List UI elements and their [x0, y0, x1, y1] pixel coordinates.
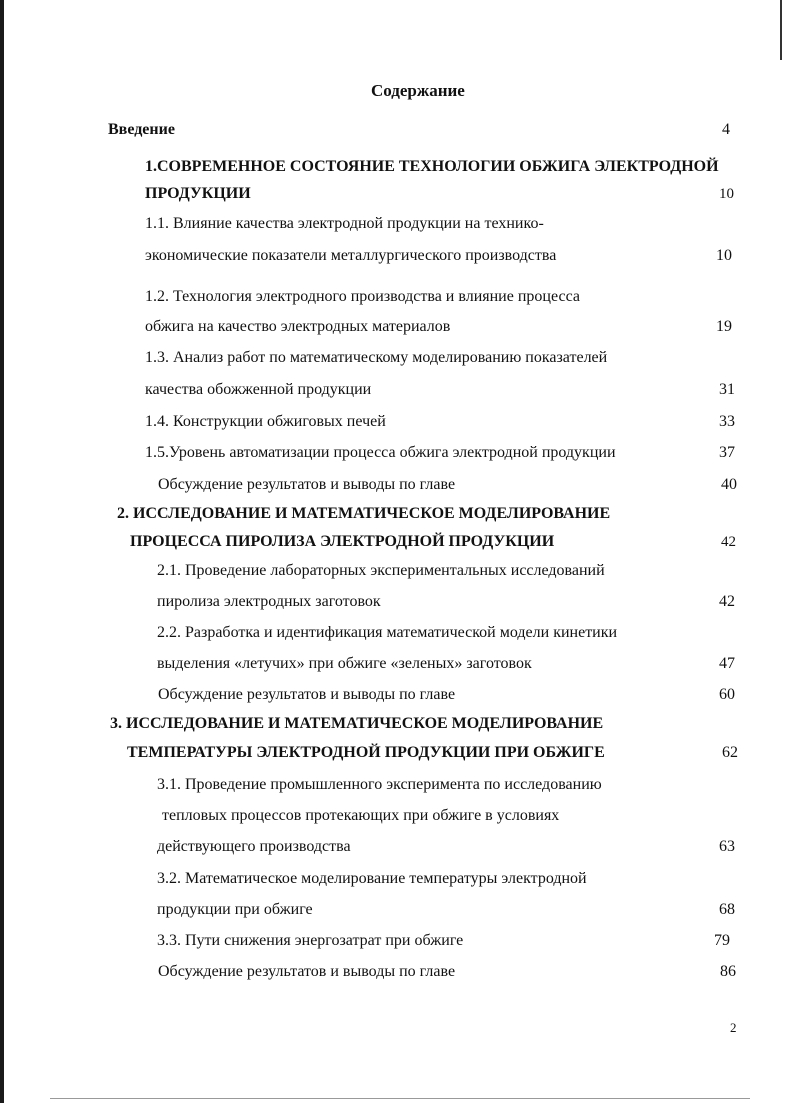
- scan-edge-right: [780, 0, 782, 60]
- toc-entry-text: действующего производства: [157, 838, 351, 855]
- toc-entry-page: 47: [719, 655, 735, 672]
- toc-entry-text: 1.5.Уровень автоматизации процесса обжига электродной продукции: [145, 444, 616, 461]
- toc-entry-text: Обсуждение результатов и выводы по главе: [158, 686, 456, 703]
- toc-entry-page: 10: [716, 247, 732, 264]
- toc-entry-text: Введение: [108, 121, 175, 138]
- toc-entry-text: тепловых процессов протекающих при обжиге в условиях: [162, 807, 560, 824]
- toc-entry-page: 33: [719, 413, 735, 430]
- toc-entry-text: 2.1. Проведение лабораторных экспериментальных исследований: [157, 562, 605, 579]
- toc-entry-text: Обсуждение результатов и выводы по главе: [158, 476, 456, 493]
- chapter-heading: 1.СОВРЕМЕННОЕ СОСТОЯНИЕ ТЕХНОЛОГИИ ОБЖИГА ЭЛЕКТРОДНОЙ: [145, 158, 719, 175]
- toc-entry-page: 42: [721, 534, 736, 550]
- toc-entry-text: экономические показатели металлургического производства: [145, 247, 557, 264]
- chapter-heading: ТЕМПЕРАТУРЫ ЭЛЕКТРОДНОЙ ПРОДУКЦИИ ПРИ ОБЖИГЕ: [127, 744, 605, 761]
- toc-entry-text: пиролиза электродных заготовок: [157, 593, 381, 610]
- toc-entry-page: 63: [719, 838, 735, 855]
- toc-entry-text: 2.2. Разработка и идентификация математической модели кинетики: [157, 624, 618, 641]
- scan-edge-bottom: [50, 1098, 750, 1099]
- toc-entry-text: обжига на качество электродных материалов: [145, 318, 451, 335]
- toc-entry-page: 4: [722, 121, 730, 138]
- toc-entry-page: 60: [719, 686, 735, 703]
- chapter-heading: ПРОЦЕССА ПИРОЛИЗА ЭЛЕКТРОДНОЙ ПРОДУКЦИИ: [130, 533, 555, 550]
- page-title: Содержание: [371, 81, 465, 100]
- toc-entry-text: 1.3. Анализ работ по математическому моделированию показателей: [145, 349, 608, 366]
- toc-entry-page: 42: [719, 593, 735, 610]
- chapter-heading: 2. ИССЛЕДОВАНИЕ И МАТЕМАТИЧЕСКОЕ МОДЕЛИРОВАНИЕ: [117, 505, 611, 522]
- toc-entry-page: 68: [719, 901, 735, 918]
- toc-entry-page: 40: [721, 476, 737, 493]
- toc-entry-text: 1.2. Технология электродного производства и влияние процесса: [145, 288, 580, 305]
- toc-entry-text: 1.1. Влияние качества электродной продукции на технико-: [145, 215, 544, 232]
- page-number: 2: [730, 1020, 737, 1035]
- toc-entry-text: 3.1. Проведение промышленного эксперимента по исследованию: [157, 776, 602, 793]
- toc-entry-text: 1.4. Конструкции обжиговых печей: [145, 413, 386, 430]
- toc-entry-page: 79: [714, 932, 730, 949]
- scan-edge-left: [0, 0, 4, 1103]
- toc-entry-page: 10: [719, 186, 734, 202]
- chapter-heading: ПРОДУКЦИИ: [145, 185, 251, 202]
- toc-entry-text: качества обожженной продукции: [145, 381, 372, 398]
- toc-entry-page: 19: [716, 318, 732, 335]
- toc-entry-page: 86: [720, 963, 736, 980]
- toc-entry-text: продукции при обжиге: [157, 901, 313, 918]
- toc-entry-text: выделения «летучих» при обжиге «зеленых» заготовок: [157, 655, 532, 672]
- toc-entry-text: 3.2. Математическое моделирование температуры электродной: [157, 870, 587, 887]
- toc-entry-page: 62: [722, 744, 738, 761]
- chapter-heading: 3. ИССЛЕДОВАНИЕ И МАТЕМАТИЧЕСКОЕ МОДЕЛИРОВАНИЕ: [110, 715, 604, 732]
- toc-entry-text: Обсуждение результатов и выводы по главе: [158, 963, 456, 980]
- toc-entry-page: 37: [719, 444, 735, 461]
- toc-entry-text: 3.3. Пути снижения энергозатрат при обжиге: [157, 932, 464, 949]
- toc-entry-page: 31: [719, 381, 735, 398]
